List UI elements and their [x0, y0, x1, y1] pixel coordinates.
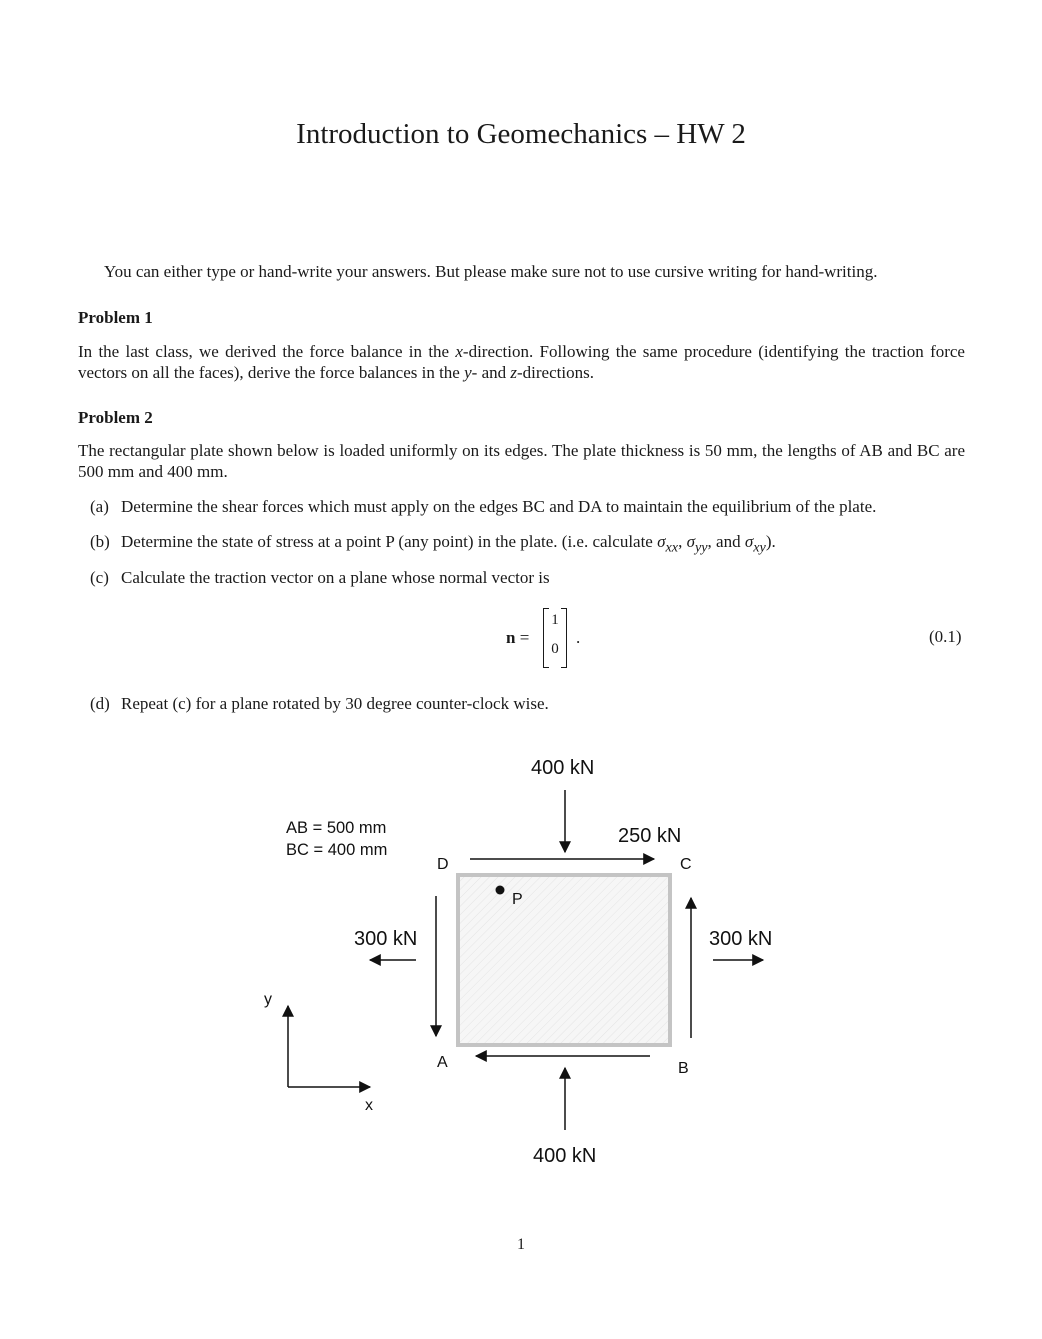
item-text: Calculate the traction vector on a plane whose normal vector is: [121, 568, 550, 587]
sigma-xx: $\sigma_{xx}$: [657, 532, 679, 556]
page-title: Introduction to Geomechanics – HW 2: [296, 118, 746, 150]
item-label: (d): [90, 694, 110, 713]
point-p-dot: [496, 886, 505, 895]
equation-lhs: n =: [506, 628, 530, 647]
item-text: Determine the state of stress at a point P (any point) in the plate. (i.e. calculate: [121, 532, 658, 551]
problem2-text: The rectangular plate shown below is loaded uniformly on its edges. The plate thickness is 50 mm, the lengths of AB and BC are 500 mm and 400 mm.: [78, 441, 965, 481]
problem1-text-b: -direction. Following the same procedure (identifying the traction force vectors on all the faces), derive the force balances in the: [78, 342, 965, 382]
var-y: y: [464, 363, 472, 382]
problem2-heading: Problem 2: [78, 408, 153, 427]
sep: , and: [707, 532, 745, 551]
top-force-label: 400 kN: [531, 757, 595, 779]
intro-text: You can either type or hand-write your answers. But please make sure not to use cursive writing for hand-writing.: [104, 262, 878, 281]
var-x: x: [455, 342, 463, 361]
problem1-text-a: In the last class, we derived the force balance in the: [78, 342, 456, 361]
right-force-label: 300 kN: [709, 928, 773, 950]
vector-entry-1: 1: [551, 612, 559, 628]
equation-number: (0.1): [929, 627, 962, 646]
point-p-label: P: [512, 891, 523, 908]
sep: ,: [678, 532, 687, 551]
bottom-force-label: 400 kN: [533, 1145, 597, 1167]
problem1-text-d: -directions.: [517, 363, 594, 382]
problem1-heading: Problem 1: [78, 308, 153, 327]
vector-entry-2: 0: [551, 641, 559, 657]
given-bc: BC = 400 mm: [286, 841, 388, 859]
page-number: 1: [517, 1236, 525, 1253]
y-axis-label: y: [264, 991, 272, 1008]
equation-dot: .: [576, 628, 581, 647]
plate: [458, 875, 670, 1045]
given-ab: AB = 500 mm: [286, 819, 387, 837]
item-text-end: ).: [765, 532, 776, 551]
corner-a: A: [437, 1054, 448, 1071]
item-text: Determine the shear forces which must apply on the edges BC and DA to maintain the equilibrium of the plate.: [121, 497, 877, 516]
item-label: (b): [90, 532, 110, 551]
shear-force-label: 250 kN: [618, 825, 682, 847]
item-label: (a): [90, 497, 109, 516]
item-label: (c): [90, 568, 109, 587]
corner-c: C: [680, 856, 692, 873]
sigma-yy: $\sigma_{yy}$: [686, 532, 708, 556]
corner-b: B: [678, 1060, 689, 1077]
var-z: z: [510, 363, 517, 382]
left-force-label: 300 kN: [354, 928, 418, 950]
x-axis-label: x: [365, 1097, 373, 1114]
sigma-xy: $\sigma_{xy}$: [744, 532, 766, 556]
item-text: Repeat (c) for a plane rotated by 30 degree counter-clock wise.: [121, 694, 549, 713]
problem1-text-c: - and: [471, 363, 511, 382]
corner-d: D: [437, 856, 449, 873]
